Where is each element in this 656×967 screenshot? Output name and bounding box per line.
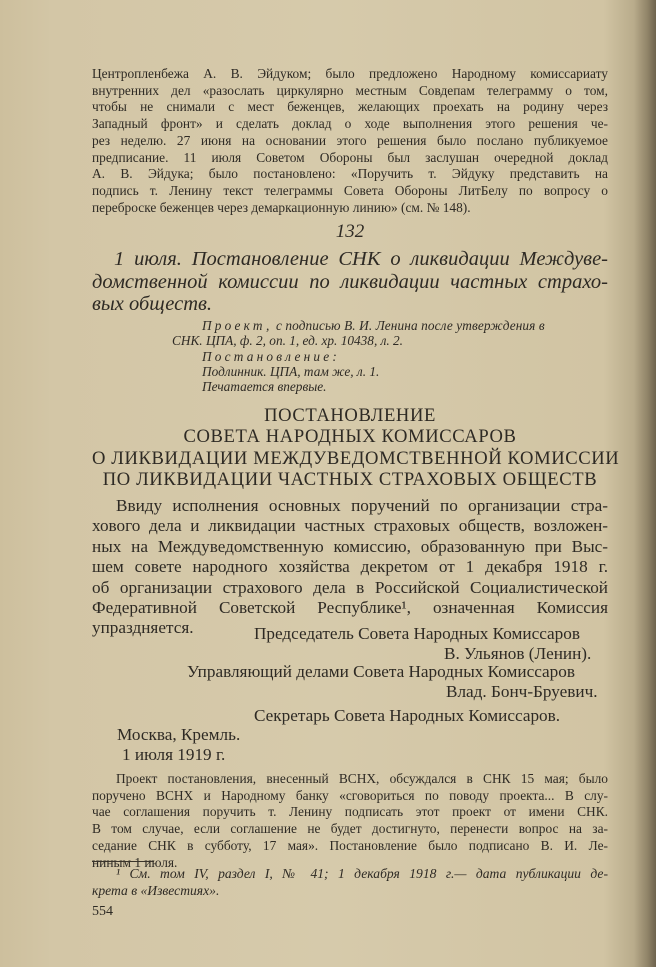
resolution-body [92, 496, 608, 639]
signature-manager-title: Управляющий делами Совета Народных Комиссаров [187, 662, 575, 681]
heading-line: ПО ЛИКВИДАЦИИ ЧАСТНЫХ СТРАХОВЫХ ОБЩЕСТВ [102, 468, 598, 490]
signature-manager-name: Влад. Бонч-Бруевич. [446, 682, 598, 701]
editorial-commentary [92, 771, 608, 871]
intro-paragraph [92, 66, 608, 216]
source-line [172, 318, 608, 333]
commentary-line: седание СНК в субботу, 17 мая». Постановление было подписано В. И. Ле- [92, 837, 608, 853]
signature-chair-title: Председатель Совета Народных Комиссаров [254, 624, 580, 643]
body-line: Ввиду исполнения основных поручений по организации стра- [116, 496, 608, 515]
commentary-line: ниным 1 июля. [92, 854, 178, 870]
intro-line: Центроплeнбежа А. В. Эйдуком; было предложено Народному комиссариату [92, 66, 608, 81]
body-line: об организации страхового дела в Российской Социалистической [92, 577, 608, 597]
commentary-line: чае соглашения поручить т. Ленину подписать этот проект от имени СНК. [92, 804, 608, 820]
source-line: Подлинник. ЦПА, там же, л. 1. [202, 363, 380, 379]
signature-secretary: Секретарь Совета Народных Комиссаров. [254, 706, 561, 725]
resolution-heading [92, 405, 620, 490]
intro-line: внутренних дел «разослать циркулярно местным Совдепам телеграмму о том, [92, 82, 608, 98]
book-spine-shadow [634, 0, 656, 967]
footnote-divider [92, 861, 154, 862]
page-number: 554 [92, 904, 113, 919]
intro-line: переброске беженцев через демаркационную линию» (см. № 148). [92, 199, 471, 215]
document-title-line: 1 июля. Постановление СНК о ликвидации Междуве- [114, 248, 608, 270]
footnote [92, 865, 608, 899]
commentary-line: В том случае, если соглашение не будет достигнуто, перенести вопрос на за- [92, 821, 608, 837]
heading-line: ПОСТАНОВЛЕНИЕ [264, 405, 436, 426]
document-title-line: домственной комиссии по ликвидации частных страхо- [92, 270, 608, 293]
intro-line: чтобы не снимали с мест беженцев, желающих проехать на родину через [92, 99, 608, 115]
commentary-line: Проект постановления, внесенный ВСНХ, обсуждался в СНК 15 мая; было [116, 771, 608, 786]
intro-line: предписание. 11 июля Советом Обороны был заслушан очередной доклад [92, 149, 608, 165]
document-title-line: вых обществ. [92, 293, 213, 315]
heading-line: СОВЕТА НАРОДНЫХ КОМИССАРОВ [183, 426, 517, 448]
footnote-line: крета в «Известиях». [92, 883, 220, 898]
body-line: хового дела и ликвидации частных страховых обществ, возложен- [92, 516, 608, 536]
source-line: СНК. ЦПА, ф. 2, оп. 1, ед. хр. 10438, л. 2. [172, 333, 404, 349]
archival-source-note [172, 318, 608, 394]
document-title [92, 248, 608, 316]
body-line: упраздняется. [92, 618, 194, 638]
intro-line: А. В. Эйдука; было постановлено: «Поручить т. Эйдуку представить на [92, 166, 608, 182]
source-label-resolution: Постановление: [202, 348, 340, 364]
document-number: 132 [335, 221, 365, 242]
source-label-project: Проект, [202, 318, 273, 333]
place: Москва, Кремль. [117, 725, 241, 744]
intro-line: рез неделю. 27 июня на основании этого решения было послано публикуемое [92, 132, 608, 148]
commentary-line: поручено ВСНХ и Народному банку «сговориться по поводу проекта... В слу- [92, 787, 608, 803]
intro-line: подпись т. Ленину текст телеграммы Совета Обороны ЛитБелу по вопросу о [92, 182, 608, 198]
body-line: шем совете народного хозяйства декретом от 1 декабря 1918 г. [92, 557, 608, 577]
body-line: Федеративной Советской Республике¹, означенная Комиссия [92, 598, 608, 618]
heading-line: О ЛИКВИДАЦИИ МЕЖДУВЕДОМСТВЕННОЙ КОМИССИИ [92, 447, 620, 469]
date: 1 июля 1919 г. [122, 745, 226, 764]
intro-line: Западный фронт» и сделать доклад о ходе выполнения этого решения че- [92, 116, 608, 132]
source-line-text: с подписью В. И. Ленина после утверждения в [275, 318, 545, 333]
footnote-line: ¹ См. том IV, раздел I, № 41; 1 декабря 1918 г.— дата публикации де- [116, 866, 608, 881]
signature-chair-name: В. Ульянов (Ленин). [444, 644, 592, 663]
source-line: Печатается впервые. [202, 379, 327, 395]
body-line: ных на Междуведомственную комиссию, образованную при Выс- [92, 536, 608, 556]
